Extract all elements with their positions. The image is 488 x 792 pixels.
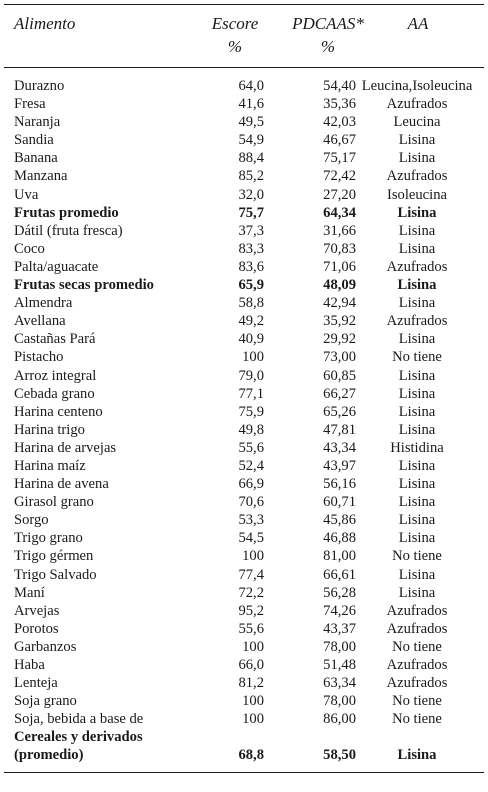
table-row bbox=[14, 439, 480, 457]
aa-cell: Azufrados bbox=[386, 313, 448, 330]
aa-cell: Azufrados bbox=[386, 675, 448, 692]
table-bottom-rule bbox=[4, 772, 484, 773]
aa-cell: Lisina bbox=[398, 132, 436, 149]
table-row bbox=[14, 692, 480, 710]
escore-cell: 41,6 bbox=[238, 96, 264, 113]
pdcaas-cell: 75,17 bbox=[323, 150, 356, 167]
table-row bbox=[14, 312, 480, 330]
pdcaas-cell: 54,40 bbox=[323, 78, 356, 94]
table-row bbox=[14, 710, 480, 728]
aa-cell: Lisina bbox=[398, 584, 436, 601]
aa-cell: Lisina bbox=[398, 421, 436, 438]
table-body bbox=[14, 77, 480, 765]
pdcaas-cell: 78,00 bbox=[323, 693, 356, 710]
pdcaas-cell: 43,97 bbox=[323, 457, 356, 474]
escore-cell: 100 bbox=[242, 693, 264, 710]
aa-cell: Lisina bbox=[398, 494, 436, 511]
food-name-cell: Palta/aguacate bbox=[14, 258, 99, 275]
escore-cell: 81,2 bbox=[238, 675, 264, 692]
pdcaas-cell: 70,83 bbox=[323, 240, 356, 257]
escore-cell: 85,2 bbox=[238, 168, 264, 185]
pdcaas-cell: 29,92 bbox=[323, 331, 356, 348]
food-name-cell: Porotos bbox=[14, 620, 59, 637]
escore-cell: 49,8 bbox=[238, 421, 264, 438]
food-name-cell: Harina centeno bbox=[14, 403, 103, 420]
table-row bbox=[14, 240, 480, 258]
pdcaas-cell: 60,85 bbox=[323, 367, 356, 384]
escore-cell: 77,4 bbox=[238, 566, 264, 583]
pdcaas-cell: 43,34 bbox=[323, 439, 356, 456]
aa-cell: Lisina bbox=[398, 150, 436, 167]
pdcaas-cell: 35,92 bbox=[323, 313, 356, 330]
food-name-cell: Pistacho bbox=[14, 349, 64, 366]
table-row bbox=[14, 547, 480, 565]
table-row bbox=[14, 276, 480, 294]
food-name-cell: Almendra bbox=[14, 295, 73, 312]
escore-cell: 72,2 bbox=[238, 584, 264, 601]
food-name-cell: Avellana bbox=[14, 313, 66, 330]
pdcaas-cell: 27,20 bbox=[323, 186, 356, 203]
table-row bbox=[14, 149, 480, 167]
escore-cell: 53,3 bbox=[238, 512, 264, 529]
food-name-cell: Trigo Salvado bbox=[14, 566, 97, 583]
table-row bbox=[14, 511, 480, 529]
escore-cell: 64,0 bbox=[238, 78, 264, 94]
table-row bbox=[14, 421, 480, 439]
food-name-cell bbox=[14, 728, 214, 764]
aa-cell: Leucina,Isoleucina bbox=[361, 78, 473, 94]
pdcaas-cell: 60,71 bbox=[323, 494, 356, 511]
header-alimento: Alimento bbox=[14, 14, 76, 33]
food-name-cell: Trigo gérmen bbox=[14, 548, 94, 565]
escore-cell: 79,0 bbox=[238, 367, 264, 384]
aa-cell: Lisina bbox=[397, 204, 437, 221]
food-name-cell: Frutas promedio bbox=[14, 204, 119, 221]
pdcaas-cell: 48,09 bbox=[323, 277, 356, 294]
table-row bbox=[14, 77, 480, 95]
header-rule bbox=[4, 67, 484, 68]
food-name-cell: Soja, bebida a base de bbox=[14, 711, 144, 728]
escore-cell: 68,8 bbox=[238, 747, 264, 764]
aa-cell: Azufrados bbox=[386, 258, 448, 275]
escore-cell: 66,0 bbox=[238, 657, 264, 673]
aa-cell: Lisina bbox=[397, 277, 437, 294]
food-name-cell: Banana bbox=[14, 150, 58, 167]
escore-cell: 52,4 bbox=[238, 457, 264, 474]
food-name-cell: Harina de avena bbox=[14, 476, 109, 493]
escore-cell: 66,9 bbox=[238, 476, 264, 493]
food-name-cell: Arvejas bbox=[14, 602, 60, 619]
escore-cell: 83,3 bbox=[238, 240, 264, 257]
table-row bbox=[14, 258, 480, 276]
aa-cell: Isoleucina bbox=[387, 186, 447, 203]
aa-cell: Lisina bbox=[398, 403, 436, 420]
food-name-cell: Castañas Pará bbox=[14, 331, 96, 348]
pdcaas-cell: 43,37 bbox=[323, 620, 356, 637]
aa-cell: Lisina bbox=[398, 566, 436, 583]
pdcaas-cell: 47,81 bbox=[323, 421, 356, 438]
table-row bbox=[14, 95, 480, 113]
pdcaas-cell: 64,34 bbox=[323, 204, 356, 221]
pdcaas-cell: 42,03 bbox=[323, 114, 356, 131]
pdcaas-cell: 86,00 bbox=[323, 711, 356, 728]
header-pdcaas-unit: % bbox=[320, 37, 336, 56]
food-name-line1: Cereales y derivados bbox=[14, 729, 143, 746]
table-row bbox=[14, 204, 480, 222]
aa-cell: Leucina bbox=[393, 114, 441, 131]
pdcaas-cell: 42,94 bbox=[323, 295, 356, 312]
table-row bbox=[14, 403, 480, 421]
pdcaas-cell: 81,00 bbox=[323, 548, 356, 565]
pdcaas-cell: 45,86 bbox=[323, 512, 356, 529]
pdcaas-cell: 51,48 bbox=[323, 657, 356, 673]
escore-cell: 40,9 bbox=[238, 331, 264, 348]
pdcaas-cell: 73,00 bbox=[323, 349, 356, 366]
pdcaas-cell: 58,50 bbox=[323, 747, 356, 764]
food-name-cell: Naranja bbox=[14, 114, 61, 131]
food-name-cell: Maní bbox=[14, 584, 45, 601]
food-name-cell: Uva bbox=[14, 186, 39, 203]
table-row bbox=[14, 330, 480, 348]
escore-cell: 100 bbox=[242, 548, 264, 565]
food-name-cell: Fresa bbox=[14, 96, 46, 113]
header-escore-unit: % bbox=[227, 37, 243, 56]
pdcaas-cell: 35,36 bbox=[323, 96, 356, 113]
escore-cell: 58,8 bbox=[238, 295, 264, 312]
escore-cell: 77,1 bbox=[238, 385, 264, 402]
escore-cell: 65,9 bbox=[238, 277, 264, 294]
table-top-rule bbox=[4, 4, 484, 5]
escore-cell: 55,6 bbox=[238, 439, 264, 456]
food-name-cell: Cebada grano bbox=[14, 385, 95, 402]
escore-cell: 49,2 bbox=[238, 313, 264, 330]
escore-cell: 49,5 bbox=[238, 114, 264, 131]
table-row bbox=[14, 186, 480, 204]
food-name-cell: Harina de arvejas bbox=[14, 439, 117, 456]
food-name-cell: Coco bbox=[14, 240, 45, 257]
pdcaas-cell: 56,28 bbox=[323, 584, 356, 601]
aa-cell: Lisina bbox=[398, 476, 436, 493]
food-name-cell: Harina trigo bbox=[14, 421, 85, 438]
table-row bbox=[14, 656, 480, 674]
aa-cell: No tiene bbox=[392, 548, 442, 565]
food-name-cell: Sorgo bbox=[14, 512, 49, 529]
food-name-cell: Haba bbox=[14, 657, 45, 673]
escore-cell: 55,6 bbox=[238, 620, 264, 637]
pdcaas-cell: 72,42 bbox=[323, 168, 356, 185]
pdcaas-cell: 46,88 bbox=[323, 530, 356, 547]
table-row bbox=[14, 638, 480, 656]
escore-cell: 100 bbox=[242, 638, 264, 655]
food-name-cell: Dátil (fruta fresca) bbox=[14, 222, 123, 239]
aa-cell: Azufrados bbox=[386, 657, 448, 673]
aa-cell: Lisina bbox=[398, 385, 436, 402]
aa-cell: Lisina bbox=[398, 240, 436, 257]
table-row bbox=[14, 457, 480, 475]
pdcaas-cell: 65,26 bbox=[323, 403, 356, 420]
escore-cell: 70,6 bbox=[238, 494, 264, 511]
food-name-cell: Trigo grano bbox=[14, 530, 83, 547]
food-name-cell: Girasol grano bbox=[14, 494, 94, 511]
food-name-line2: (promedio) bbox=[14, 747, 84, 764]
aa-cell: Lisina bbox=[398, 367, 436, 384]
aa-cell: Lisina bbox=[398, 512, 436, 529]
table-row bbox=[14, 131, 480, 149]
aa-cell: Azufrados bbox=[386, 602, 448, 619]
pdcaas-cell: 78,00 bbox=[323, 638, 356, 655]
food-name-cell: Manzana bbox=[14, 168, 68, 185]
table-row bbox=[14, 113, 480, 131]
aa-cell: Lisina bbox=[398, 530, 436, 547]
aa-cell: Histidina bbox=[390, 439, 444, 456]
food-name-cell: Soja grano bbox=[14, 693, 77, 710]
escore-cell: 100 bbox=[242, 349, 264, 366]
table-row bbox=[14, 566, 480, 584]
food-name-cell: Sandia bbox=[14, 132, 54, 149]
food-name-cell: Garbanzos bbox=[14, 638, 77, 655]
pdcaas-cell: 56,16 bbox=[323, 476, 356, 493]
pdcaas-cell: 74,26 bbox=[323, 602, 356, 619]
table-row bbox=[14, 493, 480, 511]
escore-cell: 32,0 bbox=[238, 186, 264, 203]
aa-cell: No tiene bbox=[392, 693, 442, 710]
table-row bbox=[14, 348, 480, 366]
food-name-cell: Arroz integral bbox=[14, 367, 97, 384]
pdcaas-cell: 66,27 bbox=[323, 385, 356, 402]
pdcaas-cell: 66,61 bbox=[323, 566, 356, 583]
table-row bbox=[14, 167, 480, 185]
aa-cell: Lisina bbox=[398, 331, 436, 348]
pdcaas-cell: 46,67 bbox=[323, 132, 356, 149]
table-row bbox=[14, 367, 480, 385]
table-row bbox=[14, 529, 480, 547]
aa-cell: Lisina bbox=[398, 457, 436, 474]
escore-cell: 75,7 bbox=[238, 204, 264, 221]
header-pdcaas: PDCAAS* bbox=[292, 14, 364, 33]
food-name-cell: Harina maíz bbox=[14, 457, 86, 474]
table-row bbox=[14, 294, 480, 312]
pdcaas-cell: 63,34 bbox=[323, 675, 356, 692]
aa-cell: No tiene bbox=[392, 711, 442, 728]
table-row bbox=[14, 728, 480, 764]
aa-cell: Lisina bbox=[397, 747, 437, 764]
aa-cell: Azufrados bbox=[386, 620, 448, 637]
aa-cell: Azufrados bbox=[386, 96, 448, 113]
aa-cell: Azufrados bbox=[386, 168, 448, 185]
table-row bbox=[14, 674, 480, 692]
escore-cell: 37,3 bbox=[238, 222, 264, 239]
table-row bbox=[14, 620, 480, 638]
aa-cell: Lisina bbox=[398, 222, 436, 239]
pdcaas-cell: 71,06 bbox=[323, 258, 356, 275]
escore-cell: 75,9 bbox=[238, 403, 264, 420]
table-row bbox=[14, 222, 480, 240]
escore-cell: 95,2 bbox=[238, 602, 264, 619]
aa-cell: No tiene bbox=[392, 349, 442, 366]
escore-cell: 100 bbox=[242, 711, 264, 728]
table-row bbox=[14, 602, 480, 620]
food-name-cell: Frutas secas promedio bbox=[14, 277, 154, 294]
table-row bbox=[14, 475, 480, 493]
food-name-cell: Lenteja bbox=[14, 675, 58, 692]
escore-cell: 54,9 bbox=[238, 132, 264, 149]
escore-cell: 83,6 bbox=[238, 258, 264, 275]
escore-cell: 88,4 bbox=[238, 150, 264, 167]
header-aa: AA bbox=[407, 14, 429, 33]
food-name-cell: Durazno bbox=[14, 78, 65, 94]
escore-cell: 54,5 bbox=[238, 530, 264, 547]
aa-cell: No tiene bbox=[392, 638, 442, 655]
aa-cell: Lisina bbox=[398, 295, 436, 312]
table-row bbox=[14, 385, 480, 403]
table-row bbox=[14, 584, 480, 602]
header-escore: Escore bbox=[211, 14, 259, 33]
pdcaas-cell: 31,66 bbox=[323, 222, 356, 239]
